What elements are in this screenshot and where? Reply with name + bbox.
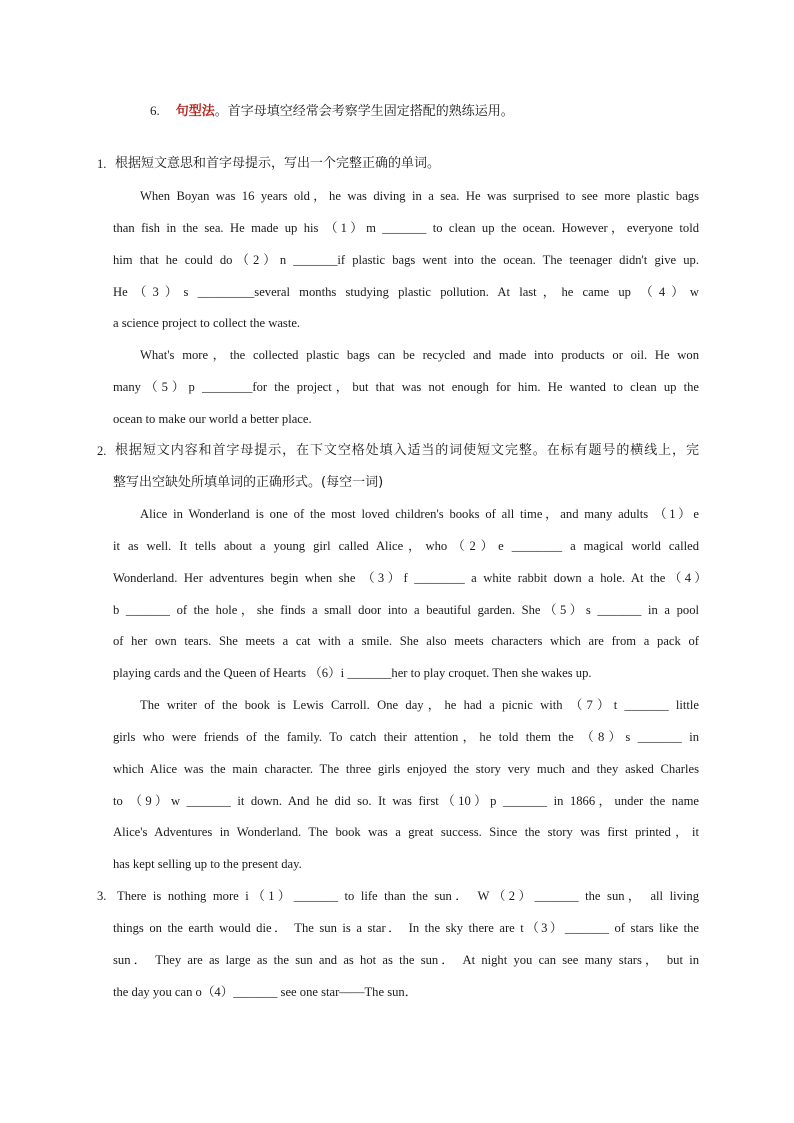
- q1-line: many（5）p ________for the project，but that was not enough for him. He wanted to clean up the: [113, 380, 699, 394]
- q1-line: than fish in the sea. He made up his （1）m _______ to clean up the ocean. However，everyone told: [113, 221, 699, 235]
- q3-line: sun． They are as large as the sun and as hot as the sun． At night you can see many stars， but in: [113, 953, 699, 967]
- q2-line: b _______ of the hole，she finds a small door into a beautiful garden. She（5）s _______ in a pool: [113, 603, 699, 617]
- q2-line: which Alice was the main character. The three girls enjoyed the story very much and they asked Charles: [113, 762, 699, 776]
- q2-line: playing cards and the Queen of Hearts （6）i _______her to play croquet. Then she wakes up.: [113, 666, 592, 680]
- q1-line: him that he could do（2）n _______if plastic bags went into the ocean. The teenager didn't give up.: [113, 253, 699, 267]
- tip-text: 。首字母填空经常会考察学生固定搭配的熟练运用。: [214, 104, 514, 119]
- q2-line: The writer of the book is Lewis Carroll. One day，he had a picnic with （7）t _______ little: [140, 698, 699, 712]
- q1-line: He（3）s _________several months studying plastic pollution. At last，he came up （4）w: [113, 285, 699, 299]
- q1-line: What's more，the collected plastic bags can be recycled and made into products or oil. He won: [140, 348, 699, 362]
- q1-line: a science project to collect the waste.: [113, 316, 301, 330]
- q3-line: the day you can o（4）_______ see one star——The sun．: [113, 985, 418, 999]
- q1-number: 1.: [97, 157, 107, 171]
- q2-instruction-line1: 根据短文内容和首字母提示，在下文空格处填入适当的词使短文完整。在标有题号的横线上，完: [115, 443, 699, 458]
- q2-line: it as well. It tells about a young girl called Alice，who（2）e ________ a magical world called: [113, 539, 699, 553]
- q2-line: Alice's Adventures in Wonderland. The book was a great success. Since the story was first printed，it: [113, 825, 699, 839]
- q2-instruction-line2: 整写出空缺处所填单词的正确形式。(每空一词): [113, 475, 384, 490]
- tip-line: [150, 103, 514, 120]
- q1-line: ocean to make our world a better place.: [113, 412, 312, 426]
- q2-line: Alice in Wonderland is one of the most loved children's books of all time，and many adults （1）e: [140, 507, 699, 521]
- q2-line: of her own tears. She meets a cat with a smile. She also meets characters which are from a pack of: [113, 634, 699, 648]
- q2-number: 2.: [97, 444, 107, 458]
- q1-instruction: 根据短文意思和首字母提示，写出一个完整正确的单词。: [115, 156, 441, 171]
- q3-line: There is nothing more i（1）_______ to life than the sun． W（2）_______ the sun， all living: [117, 889, 699, 903]
- q2-line: girls who were friends of the family. To catch their attention，he told them the （8）s _______ in: [113, 730, 699, 744]
- q3-line: things on the earth would die． The sun is a star． In the sky there are t（3）_______ of stars like the: [113, 921, 699, 935]
- q2-line: to （9）w _______ it down. And he did so. It was first（10）p _______ in 1866，under the name: [113, 794, 699, 808]
- q2-line: Wonderland. Her adventures begin when she （3）f ________ a white rabbit down a hole. At the（4）: [113, 571, 707, 585]
- q2-line: has kept selling up to the present day.: [113, 857, 302, 871]
- q3-number: 3.: [97, 889, 107, 903]
- q1-line: When Boyan was 16 years old，he was diving in a sea. He was surprised to see more plastic bags: [140, 189, 699, 203]
- tip-number: 6.: [150, 103, 160, 118]
- tip-strong-label: 句型法: [175, 104, 215, 119]
